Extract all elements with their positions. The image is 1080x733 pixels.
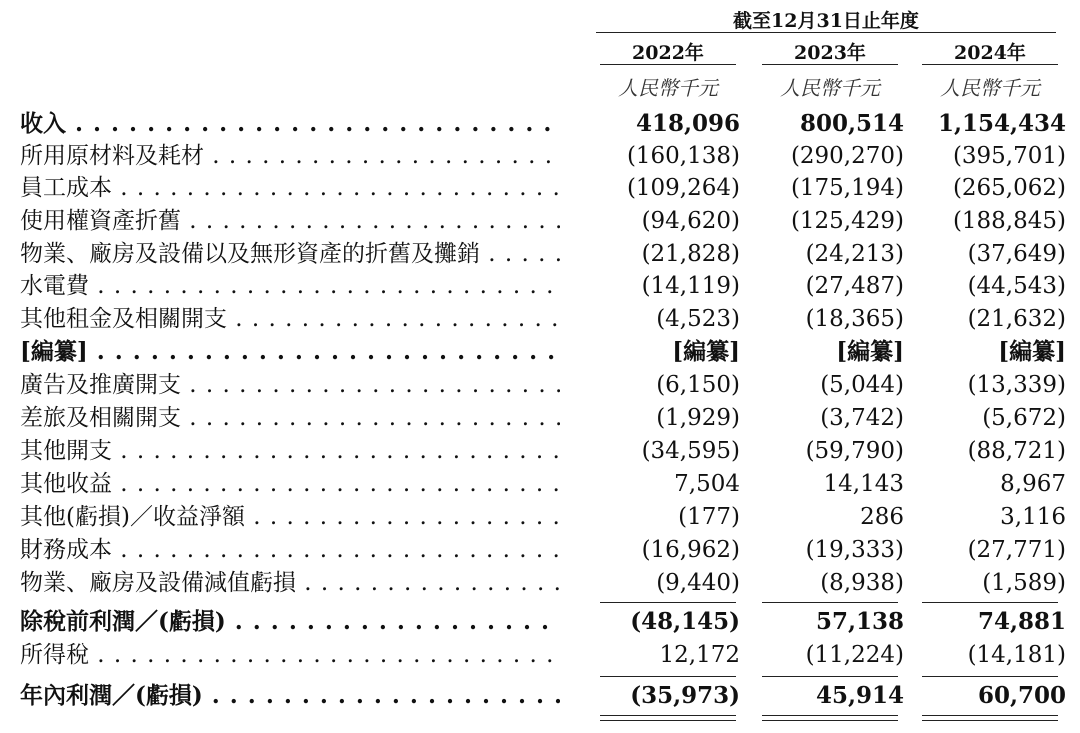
row-value-2024: (395,701) <box>952 143 1066 169</box>
row-value-2024: (13,339) <box>967 372 1066 398</box>
row-label: 其他租金及相關開支 . . . <box>20 303 560 335</box>
table-row <box>0 435 1080 467</box>
row-value-2022: (35,973) <box>630 682 740 709</box>
row-value-2024: (265,062) <box>952 175 1066 201</box>
column-year-2022: 2022年 <box>632 42 704 64</box>
row-value-2022: [編纂] <box>672 338 740 365</box>
column-rule-2022 <box>600 64 736 65</box>
row-value-2022: (34,595) <box>641 438 740 464</box>
row-value-2022: (6,150) <box>656 372 740 398</box>
row-label: 差旅及相關開支 . . . <box>20 402 560 434</box>
row-value-2022: (109,264) <box>626 175 740 201</box>
row-value-2022: (4,523) <box>656 306 740 332</box>
row-value-2023: (5,044) <box>820 372 904 398</box>
row-value-2023: (59,790) <box>805 438 904 464</box>
row-label: 除稅前利潤／(虧損) . . . <box>20 606 560 638</box>
table-row <box>0 205 1080 237</box>
row-label: 其他(虧損)／收益淨額 . . . <box>20 501 560 533</box>
row-label: 財務成本 . . . <box>20 534 560 566</box>
row-value-2022: 12,172 <box>659 642 740 668</box>
row-value-2024: 74,881 <box>977 608 1066 635</box>
row-value-2022: 418,096 <box>635 110 740 137</box>
table-row <box>0 534 1080 566</box>
row-value-2023: (175,194) <box>790 175 904 201</box>
row-value-2023: 14,143 <box>823 471 904 497</box>
table-row <box>0 108 1080 140</box>
table-row <box>0 303 1080 335</box>
table-row <box>0 680 1080 712</box>
table-row <box>0 468 1080 500</box>
table-row <box>0 639 1080 671</box>
row-value-2023: (11,224) <box>805 642 904 668</box>
table-row <box>0 402 1080 434</box>
row-value-2023: (18,365) <box>805 306 904 332</box>
row-value-2022: (48,145) <box>630 608 740 635</box>
row-value-2024: 60,700 <box>977 682 1066 709</box>
row-value-2022: (94,620) <box>641 208 740 234</box>
row-label: 水電費 . . . <box>20 270 560 302</box>
row-value-2024: (27,771) <box>967 537 1066 563</box>
total-rule-2022 <box>600 676 736 677</box>
row-value-2023: 45,914 <box>815 682 904 709</box>
column-year-2024: 2024年 <box>954 42 1026 64</box>
row-value-2024: (21,632) <box>967 306 1066 332</box>
column-year-2023: 2023年 <box>794 42 866 64</box>
row-value-2022: (9,440) <box>656 570 740 596</box>
column-rule-2023 <box>762 64 898 65</box>
row-value-2023: (3,742) <box>820 405 904 431</box>
table-row <box>0 238 1080 270</box>
subtotal-rule-2023 <box>762 602 898 603</box>
row-value-2022: (160,138) <box>626 143 740 169</box>
total-rule-2023 <box>762 676 898 677</box>
row-value-2024: (5,672) <box>982 405 1066 431</box>
column-unit-2023: 人民幣千元 <box>780 76 880 100</box>
double-underline-2023 <box>762 715 898 721</box>
row-value-2024: 3,116 <box>1000 504 1066 530</box>
row-value-2024: [編纂] <box>998 338 1066 365</box>
row-value-2023: (290,270) <box>790 143 904 169</box>
row-label: 收入 . . . <box>20 108 560 140</box>
table-row <box>0 567 1080 599</box>
row-value-2023: [編纂] <box>836 338 904 365</box>
row-value-2024: (88,721) <box>967 438 1066 464</box>
period-heading: 截至12月31日止年度 <box>733 10 919 32</box>
row-value-2024: (188,845) <box>952 208 1066 234</box>
row-value-2024: (1,589) <box>982 570 1066 596</box>
row-value-2024: 8,967 <box>1000 471 1066 497</box>
table-row <box>0 270 1080 302</box>
double-underline-2022 <box>600 715 736 721</box>
row-label: 所用原材料及耗材 . . . <box>20 140 560 172</box>
total-rule-2024 <box>922 676 1058 677</box>
table-row <box>0 140 1080 172</box>
row-value-2023: (27,487) <box>805 273 904 299</box>
column-rule-2024 <box>922 64 1058 65</box>
row-value-2023: (125,429) <box>790 208 904 234</box>
row-value-2023: (24,213) <box>805 241 904 267</box>
row-value-2024: 1,154,434 <box>937 110 1066 137</box>
table-row <box>0 172 1080 204</box>
row-label: 廣告及推廣開支 . . . <box>20 369 560 401</box>
row-value-2022: (177) <box>678 504 740 530</box>
row-label: 員工成本 . . . <box>20 172 560 204</box>
row-value-2022: (21,828) <box>641 241 740 267</box>
row-value-2022: 7,504 <box>674 471 740 497</box>
row-value-2023: (19,333) <box>805 537 904 563</box>
row-value-2023: (8,938) <box>820 570 904 596</box>
row-label: 年內利潤／(虧損) . . . <box>20 680 560 712</box>
row-label: 所得稅 . . . <box>20 639 560 671</box>
row-label: 物業、廠房及設備減值虧損 . . . <box>20 567 560 599</box>
table-row <box>0 336 1080 368</box>
row-label: 其他開支 . . . <box>20 435 560 467</box>
row-value-2022: (1,929) <box>656 405 740 431</box>
subtotal-rule-2022 <box>600 602 736 603</box>
row-value-2022: (14,119) <box>641 273 740 299</box>
row-value-2024: (44,543) <box>967 273 1066 299</box>
table-row <box>0 369 1080 401</box>
double-underline-2024 <box>922 715 1058 721</box>
subtotal-rule-2024 <box>922 602 1058 603</box>
row-label: [編纂] . . . <box>20 336 560 368</box>
column-unit-2024: 人民幣千元 <box>940 76 1040 100</box>
row-value-2023: 286 <box>860 504 904 530</box>
row-label: 物業、廠房及設備以及無形資產的折舊及攤銷 . . . <box>20 238 560 270</box>
row-value-2024: (37,649) <box>967 241 1066 267</box>
period-rule <box>596 32 1056 33</box>
column-unit-2022: 人民幣千元 <box>618 76 718 100</box>
row-label: 使用權資產折舊 . . . <box>20 205 560 237</box>
table-row <box>0 501 1080 533</box>
row-value-2022: (16,962) <box>641 537 740 563</box>
table-row <box>0 606 1080 638</box>
row-value-2024: (14,181) <box>967 642 1066 668</box>
row-value-2023: 800,514 <box>799 110 904 137</box>
row-label: 其他收益 . . . <box>20 468 560 500</box>
row-value-2023: 57,138 <box>815 608 904 635</box>
